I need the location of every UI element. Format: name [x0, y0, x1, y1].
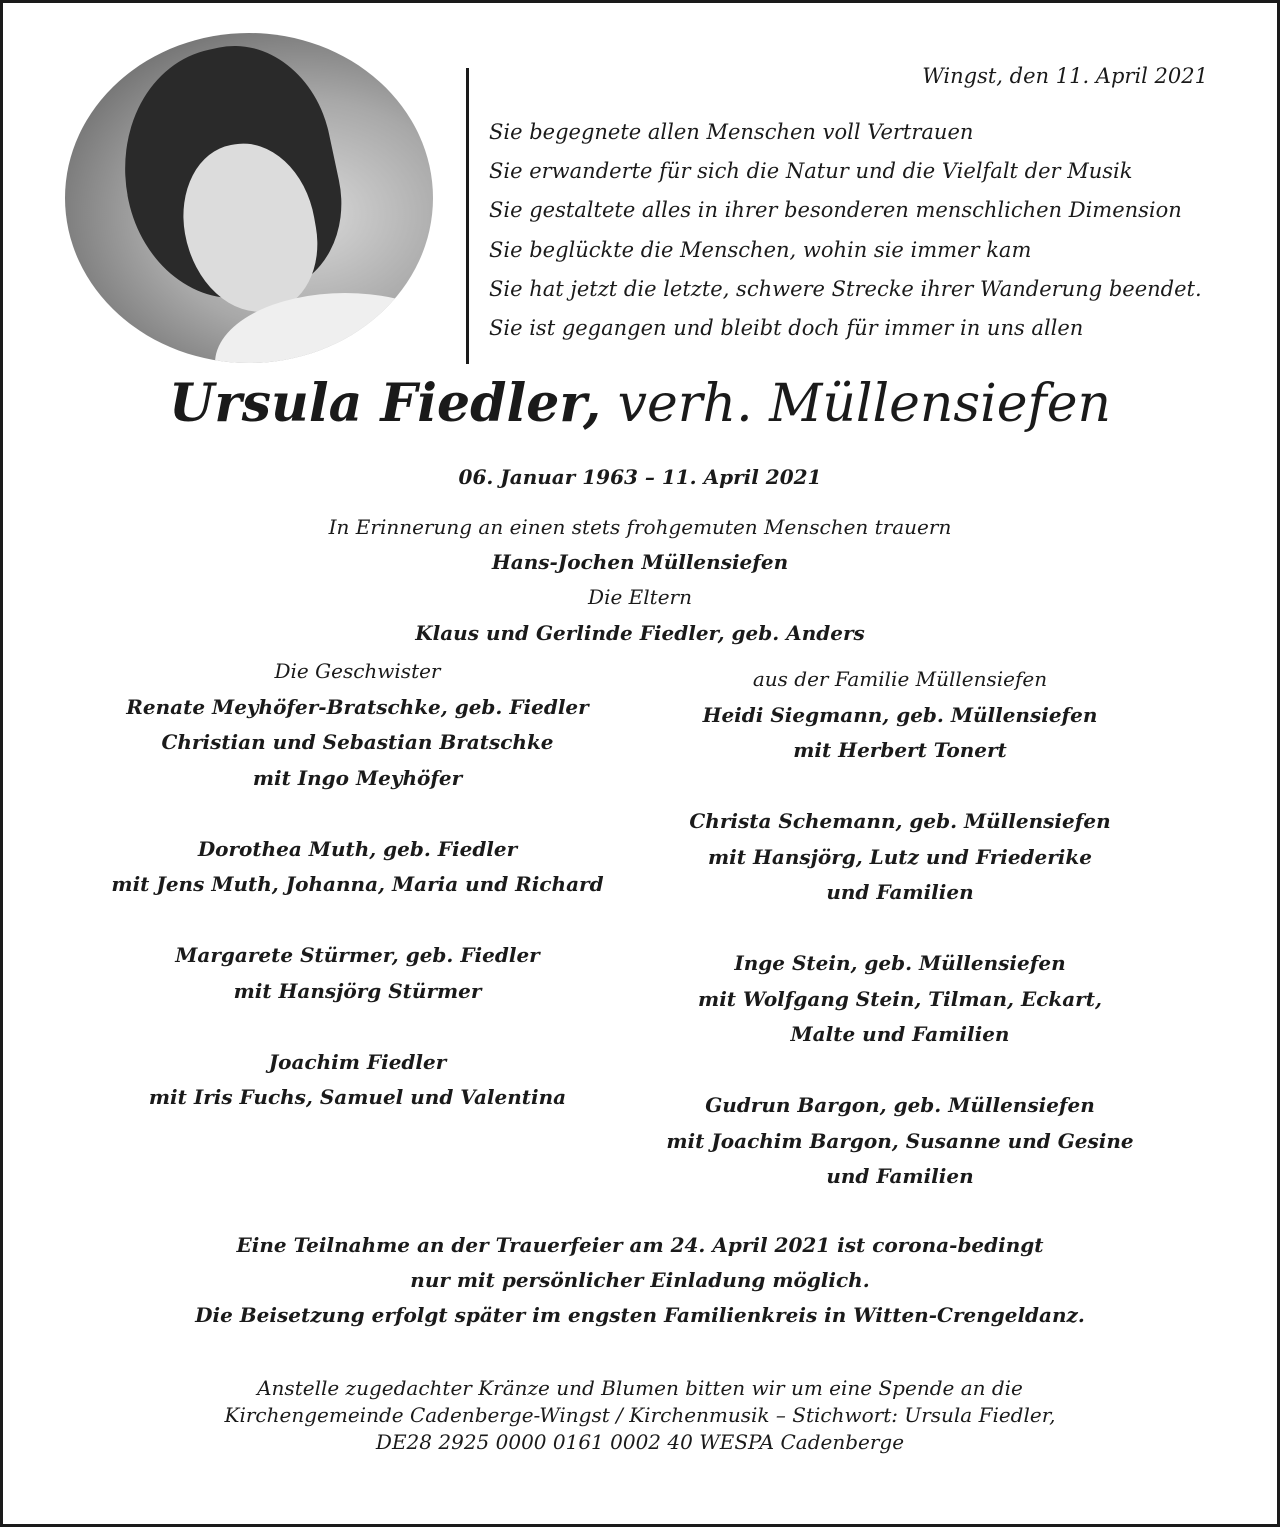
poem-line: Sie ist gegangen und bleibt doch für immer in uns allen: [489, 315, 1084, 340]
vertical-divider: [466, 68, 469, 364]
family-line: Inge Stein, geb. Müllensiefen: [734, 951, 1066, 975]
family-line: Malte und Familien: [790, 1022, 1010, 1046]
family-label: aus der Familie Müllensiefen: [752, 667, 1048, 691]
place-date: Wingst, den 11. April 2021: [922, 64, 1208, 88]
family-column: [650, 662, 1150, 1195]
poem-line: Sie erwanderte für sich die Natur und die Vielfalt der Musik: [489, 159, 1133, 184]
family-line: mit Hansjörg, Lutz und Friederike: [708, 844, 1092, 869]
parents-names: Klaus und Gerlinde Fiedler, geb. Anders: [415, 621, 865, 645]
poem-line: Sie beglückte die Menschen, wohin sie immer kam: [489, 237, 1032, 262]
deceased-name-main: Ursula Fiedler,: [169, 373, 602, 434]
spacer: [100, 903, 615, 939]
family-line: mit Herbert Tonert: [793, 738, 1007, 762]
family-line: Christa Schemann, geb. Müllensiefen: [689, 809, 1111, 833]
donation-line: DE28 2925 0000 0161 0002 40 WESPA Cadenberge: [375, 1430, 905, 1454]
family-line: und Familien: [826, 1164, 974, 1188]
sibling-line: Renate Meyhöfer-Bratschke, geb. Fiedler: [126, 694, 589, 719]
portrait-photo: [65, 33, 433, 363]
mourners-block: [0, 510, 1280, 652]
family-line: mit Wolfgang Stein, Tilman, Eckart,: [698, 986, 1102, 1011]
spacer: [100, 796, 615, 832]
family-line: Heidi Siegmann, geb. Müllensiefen: [702, 702, 1098, 727]
family-line: mit Joachim Bargon, Susanne und Gesine: [666, 1128, 1134, 1153]
poem-line: Sie hat jetzt die letzte, schwere Strecke ihrer Wanderung beendet.: [489, 276, 1202, 301]
sibling-line: mit Hansjörg Stürmer: [233, 978, 482, 1003]
mourners-intro: In Erinnerung an einen stets frohgemuten Menschen trauern: [328, 515, 952, 539]
sibling-line: Dorothea Muth, geb. Fiedler: [197, 836, 518, 861]
deceased-name: [0, 372, 1280, 436]
donation-line: Anstelle zugedachter Kränze und Blumen bitten wir um eine Spende an die: [257, 1376, 1023, 1400]
sibling-line: mit Jens Muth, Johanna, Maria und Richard: [111, 872, 604, 896]
spacer: [650, 911, 1150, 947]
funeral-notice: [0, 1228, 1280, 1333]
sibling-line: Christian und Sebastian Bratschke: [161, 730, 554, 754]
deceased-married-name: verh. Müllensiefen: [601, 374, 1111, 434]
funeral-notice-line: nur mit persönlicher Einladung möglich.: [410, 1268, 870, 1292]
spacer: [100, 1009, 615, 1045]
sibling-line: Joachim Fiedler: [268, 1049, 447, 1074]
poem: [489, 113, 1202, 348]
life-dates: 06. Januar 1963 – 11. April 2021: [458, 465, 822, 489]
spouse-name: Hans-Jochen Müllensiefen: [491, 550, 789, 574]
siblings-label: Die Geschwister: [274, 659, 441, 683]
donation-line: Kirchengemeinde Cadenberge-Wingst / Kirchenmusik – Stichwort: Ursula Fiedler,: [224, 1403, 1056, 1427]
family-line: Gudrun Bargon, geb. Müllensiefen: [705, 1093, 1095, 1117]
sibling-line: mit Iris Fuchs, Samuel und Valentina: [148, 1085, 567, 1109]
siblings-column: [100, 654, 615, 1116]
spacer: [650, 769, 1150, 805]
donation-notice: [0, 1375, 1280, 1456]
family-line: und Familien: [826, 880, 974, 904]
parents-label: Die Eltern: [588, 585, 692, 609]
sibling-line: mit Ingo Meyhöfer: [252, 765, 463, 790]
poem-line: Sie begegnete allen Menschen voll Vertrauen: [489, 120, 974, 144]
poem-line: Sie gestaltete alles in ihrer besonderen menschlichen Dimension: [489, 198, 1182, 223]
funeral-notice-line: Die Beisetzung erfolgt später im engsten Familienkreis in Witten-Crengeldanz.: [195, 1303, 1085, 1327]
sibling-line: Margarete Stürmer, geb. Fiedler: [175, 943, 540, 967]
spacer: [650, 1053, 1150, 1089]
funeral-notice-line: Eine Teilnahme an der Trauerfeier am 24. April 2021 ist corona-bedingt: [236, 1233, 1044, 1257]
